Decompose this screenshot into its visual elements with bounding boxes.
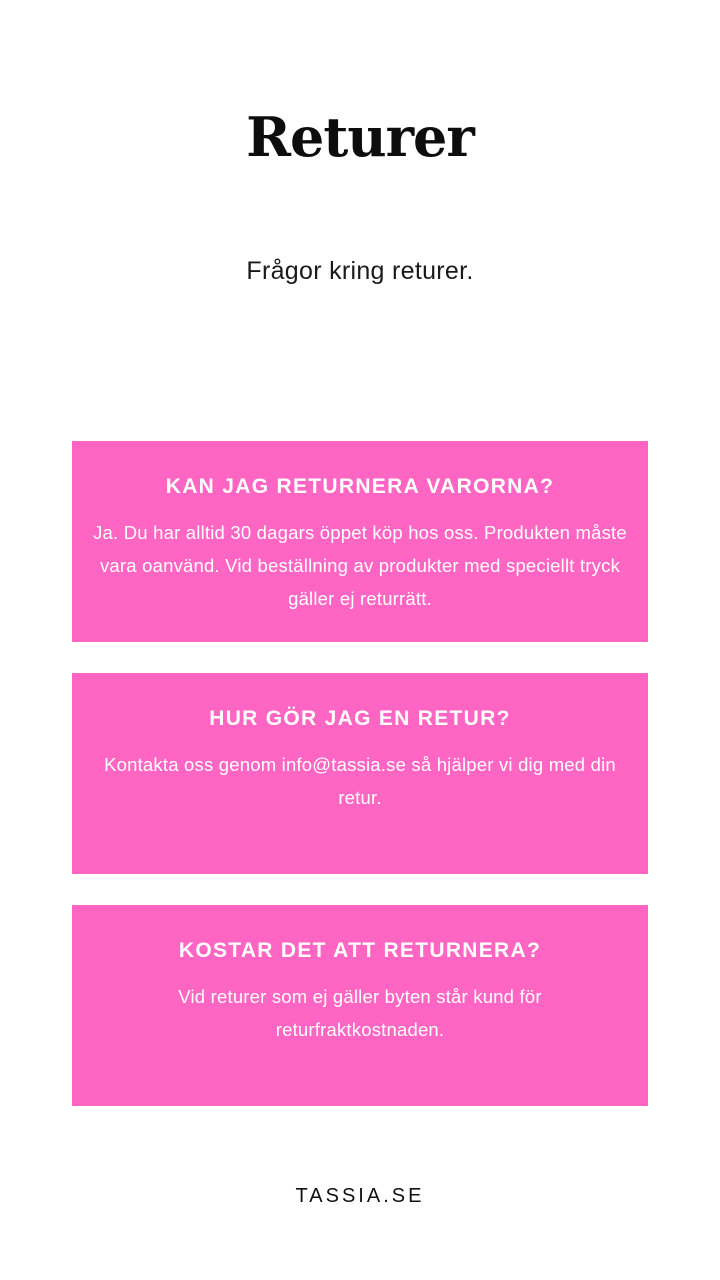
page-subtitle: Frågor kring returer. <box>246 257 474 285</box>
faq-answer: Vid returer som ej gäller byten står kund för returfraktkostnaden. <box>178 986 542 1040</box>
footer-brand: TASSIA.SE <box>295 1185 425 1207</box>
faq-question: KAN JAG RETURNERA VARORNA? <box>165 475 555 498</box>
faq-answer: Kontakta oss genom info@tassia.se så hjälper vi dig med din retur. <box>104 754 616 808</box>
faq-card-how-to-return <box>72 673 648 874</box>
faq-question: KOSTAR DET ATT RETURNERA? <box>178 939 542 962</box>
faq-card-return-goods <box>72 441 648 642</box>
page-title: Returer <box>246 105 474 169</box>
faq-answer: Ja. Du har alltid 30 dagars öppet köp hos oss. Produkten måste vara oanvänd. Vid beställning av produkter med speciellt tryck gäller ej returrätt. <box>93 522 627 609</box>
faq-card-return-cost <box>72 905 648 1106</box>
faq-question: HUR GÖR JAG EN RETUR? <box>209 707 511 730</box>
